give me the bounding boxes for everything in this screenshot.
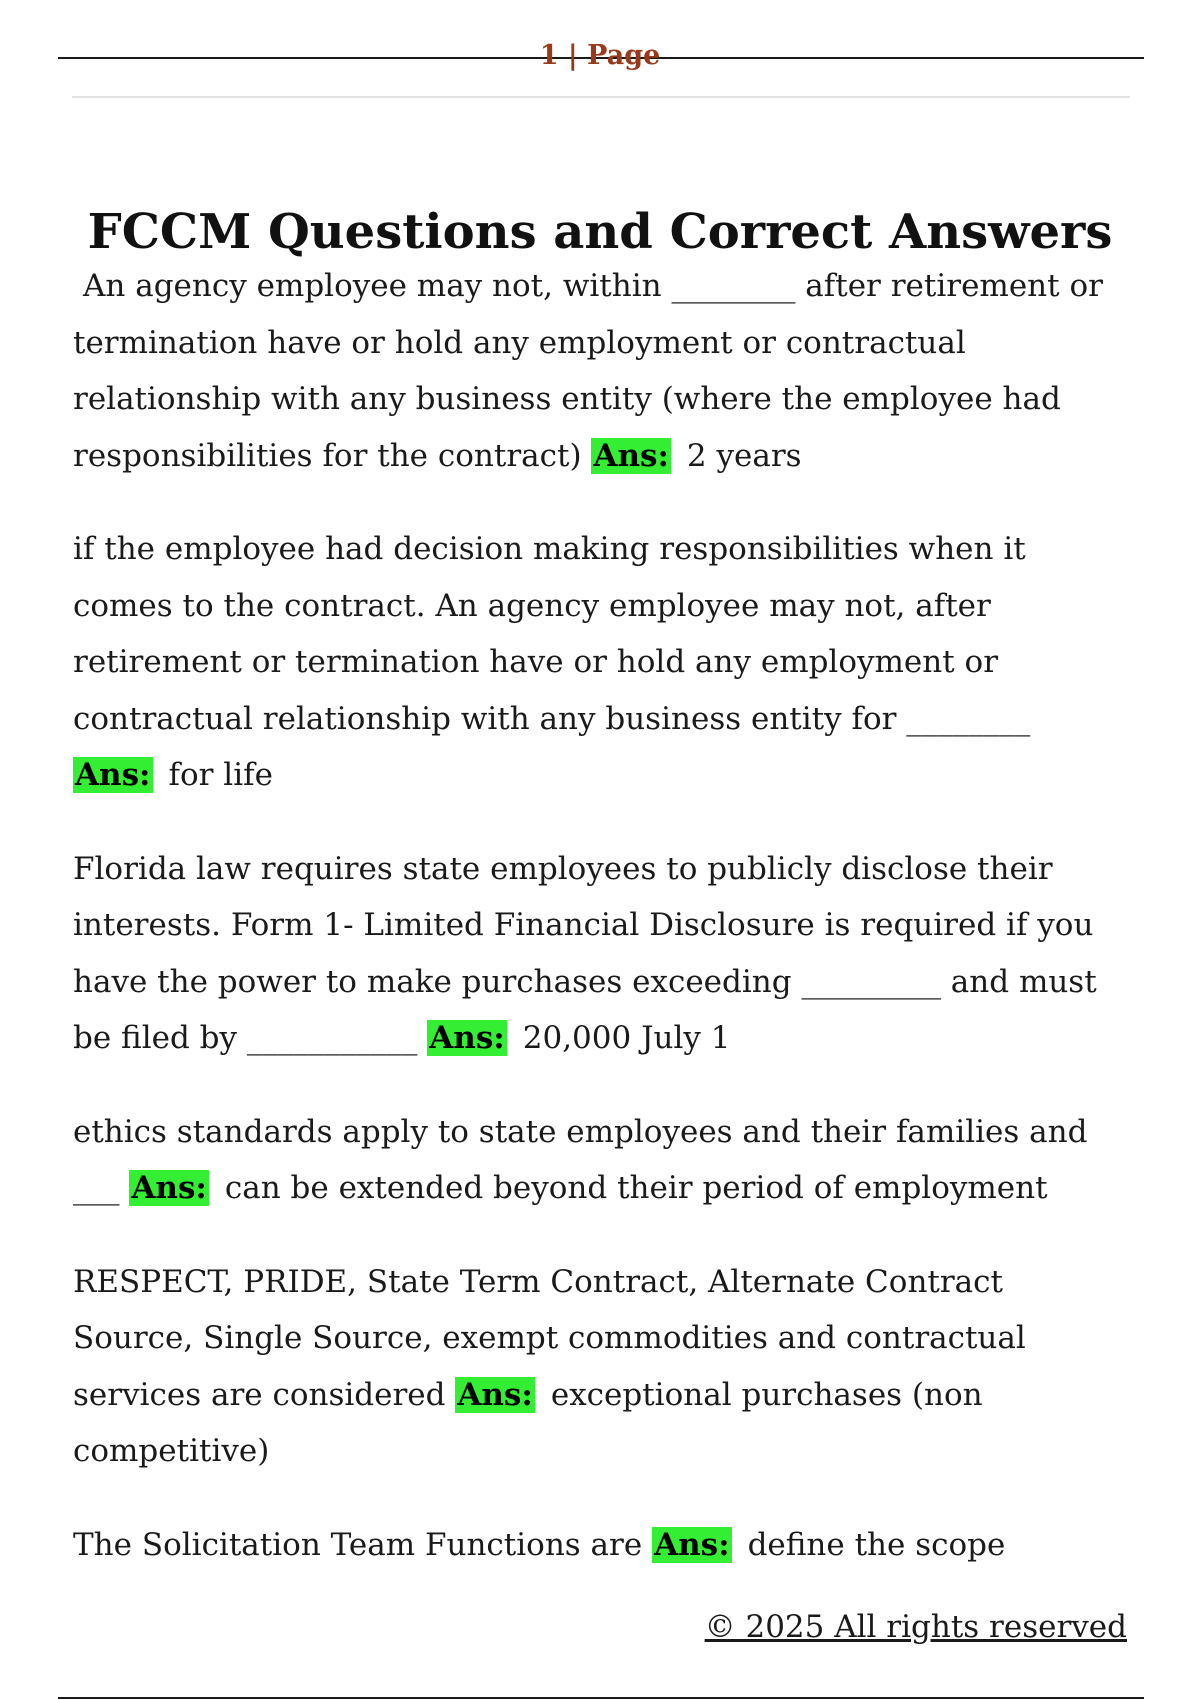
answer-label: Ans:	[593, 437, 669, 474]
question-text: RESPECT, PRIDE, State Term Contract, Alternate Contract Source, Single Source, exempt commodities and contractual services are considered	[73, 1263, 1026, 1413]
question-text: The Solicitation Team Functions are	[73, 1526, 643, 1563]
qa-item	[73, 1517, 1131, 1574]
qa-item	[73, 521, 1131, 804]
qa-item	[73, 1254, 1131, 1480]
qa-item	[73, 841, 1131, 1067]
qa-item	[73, 1104, 1131, 1217]
answer-label: Ans:	[457, 1376, 533, 1413]
answer-text: 2 years	[686, 437, 802, 474]
answer-text: exceptional purchases (non competitive)	[73, 1376, 983, 1469]
question-text: ethics standards apply to state employees and their families and ___	[73, 1113, 1088, 1206]
footer-rule	[58, 1697, 1144, 1699]
answer-text: for life	[168, 757, 273, 793]
answer-text: 20,000 July 1	[522, 1020, 731, 1056]
answer-text: define the scope	[747, 1526, 1006, 1563]
answer-label: Ans:	[429, 1020, 505, 1056]
qa-list	[73, 258, 1131, 1610]
answer-label: Ans:	[75, 757, 151, 793]
answer-text: can be extended beyond their period of employment	[224, 1170, 1048, 1206]
copyright-notice: © 2025 All rights reserved	[704, 1609, 1127, 1645]
qa-item	[73, 258, 1131, 484]
question-text: Florida law requires state employees to publicly disclose their interests. Form 1- Limited Financial Disclosure is required if you have the power to make purchases exceeding _________ and must be filed by ___________	[73, 850, 1097, 1056]
answer-label: Ans:	[654, 1526, 730, 1563]
document-title: FCCM Questions and Correct Answers	[87, 204, 1113, 261]
answer-label: Ans:	[131, 1170, 207, 1206]
header-divider	[72, 96, 1130, 98]
question-text: if the employee had decision making responsibilities when it comes to the contract. An agency employee may not, after retirement or termination have or hold any employment or contractual relationship with any business entity for ________	[73, 531, 1031, 737]
page-number: 1 | Page	[539, 40, 661, 71]
question-text: An agency employee may not, within ________ after retirement or termination have or hold any employment or contractual relationship with any business entity (where the employee had responsibilities for the contract)	[73, 268, 1103, 474]
